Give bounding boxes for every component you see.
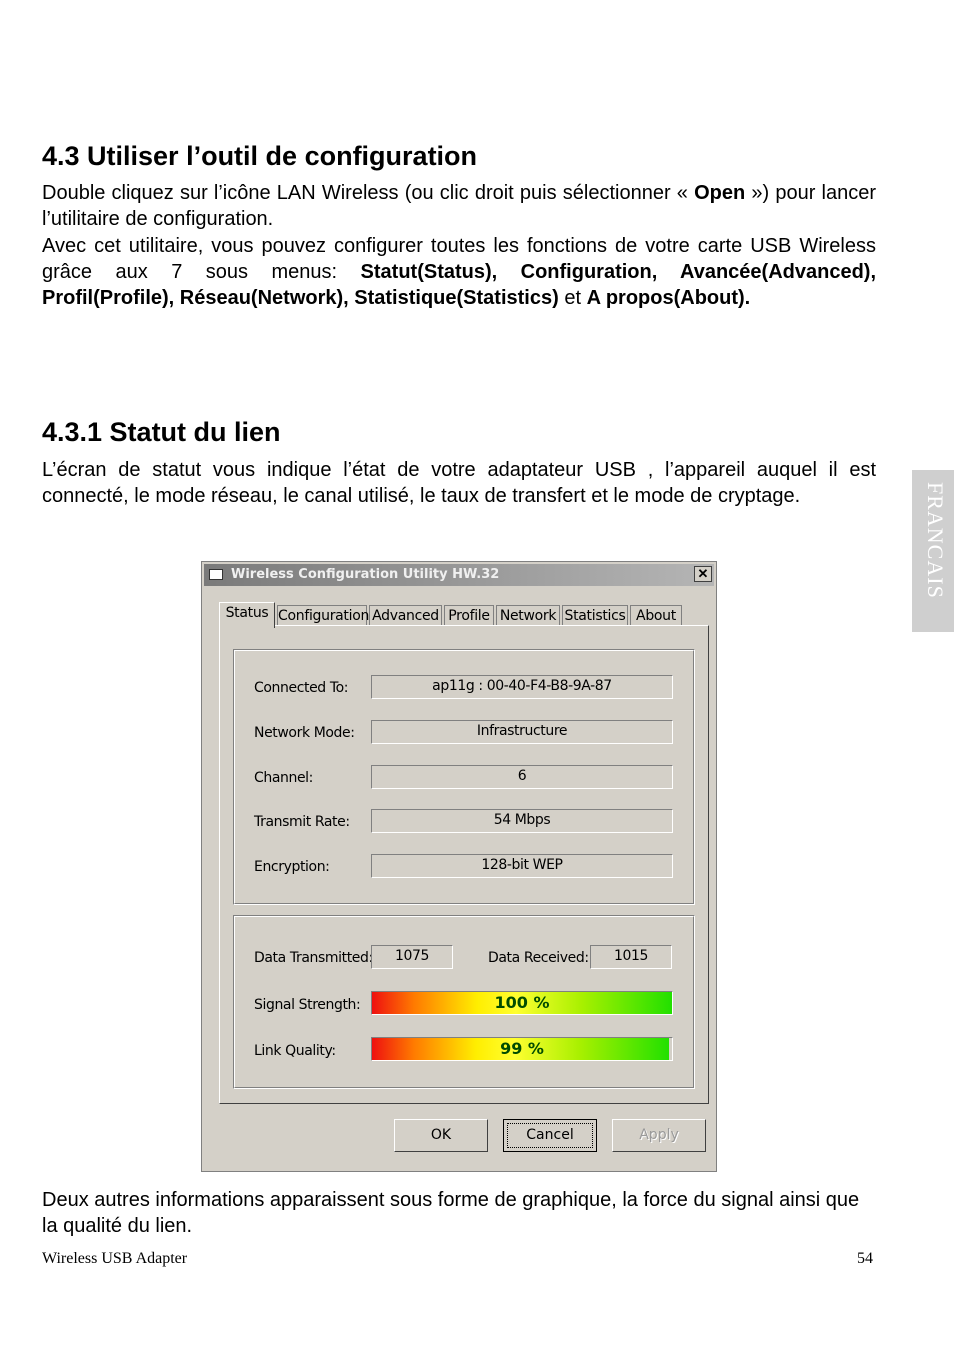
encryption-field: 128-bit WEP <box>371 854 673 878</box>
data-received-field: 1015 <box>590 945 672 969</box>
title-bar <box>204 564 714 586</box>
app-icon <box>209 569 223 580</box>
signal-strength-meter <box>371 991 673 1015</box>
section-heading: 4.3 Utiliser l’outil de configuration <box>42 141 478 171</box>
connected-to-label: Connected To: <box>254 680 349 696</box>
link-quality-fill <box>372 1038 669 1060</box>
language-side-tab <box>912 470 954 632</box>
intro-paragraph: Double cliquez sur l’icône LAN Wireless (ou clic droit puis sélectionner « Open ») pour lancer l’utilitaire de configuration. Avec cet utilitaire, vous pouvez configurer toutes les fonctions de votre carte USB Wireless grâce aux 7 sous menus: Statut(Status), Configuration, Avancée(Advanced), Profil(Profile), Réseau(Network), Statistique(Statistics) et A propos(About). <box>42 182 877 310</box>
signal-strength-fill <box>372 992 672 1014</box>
status-panel <box>219 625 709 1104</box>
config-utility-window <box>201 561 717 1172</box>
link-quality-value: 99 % <box>500 1039 544 1058</box>
status-paragraph: L’écran de statut vous indique l’état de votre adaptateur USB , l’appareil auquel il est connecté, le mode réseau, le canal utilisé, le taux de transfert et le mode de cryptage. <box>42 459 876 508</box>
signal-strength-value: 100 % <box>494 993 550 1012</box>
language-label: FRANCAIS <box>923 482 948 599</box>
cancel-button[interactable]: Cancel <box>503 1119 597 1152</box>
ok-button[interactable]: OK <box>394 1119 488 1152</box>
link-quality-meter <box>371 1037 673 1061</box>
footer-title: Wireless USB Adapter <box>42 1250 188 1267</box>
transmit-rate-label: Transmit Rate: <box>254 814 350 830</box>
tab-advanced[interactable]: Advanced <box>369 605 442 626</box>
close-button[interactable]: ✕ <box>694 566 712 582</box>
channel-field: 6 <box>371 765 673 789</box>
link-quality-label: Link Quality: <box>254 1043 336 1059</box>
transmit-rate-field: 54 Mbps <box>371 809 673 833</box>
channel-label: Channel: <box>254 770 313 786</box>
network-mode-label: Network Mode: <box>254 725 355 741</box>
tab-configuration[interactable]: Configuration <box>277 605 367 626</box>
subsection-heading: 4.3.1 Statut du lien <box>42 417 281 447</box>
signal-strength-label: Signal Strength: <box>254 997 361 1013</box>
statistics-group <box>233 915 695 1089</box>
connected-to-field: ap11g : 00-40-F4-B8-9A-87 <box>371 675 673 699</box>
network-mode-field: Infrastructure <box>371 720 673 744</box>
apply-button[interactable]: Apply <box>612 1119 706 1152</box>
data-transmitted-field: 1075 <box>371 945 453 969</box>
connection-group <box>233 649 695 905</box>
window-title: Wireless Configuration Utility HW.32 <box>231 567 500 582</box>
tab-profile[interactable]: Profile <box>444 605 494 626</box>
tab-status[interactable]: Status <box>219 602 275 628</box>
closing-paragraph: Deux autres informations apparaissent sous forme de graphique, la force du signal ainsi que la qualité du lien. <box>42 1189 860 1238</box>
data-received-label: Data Received: <box>488 950 589 966</box>
data-transmitted-label: Data Transmitted: <box>254 950 373 966</box>
tab-about[interactable]: About <box>630 605 682 626</box>
page-number: 54 <box>857 1250 873 1267</box>
tab-network[interactable]: Network <box>496 605 560 626</box>
encryption-label: Encryption: <box>254 859 330 875</box>
tab-statistics[interactable]: Statistics <box>562 605 628 626</box>
